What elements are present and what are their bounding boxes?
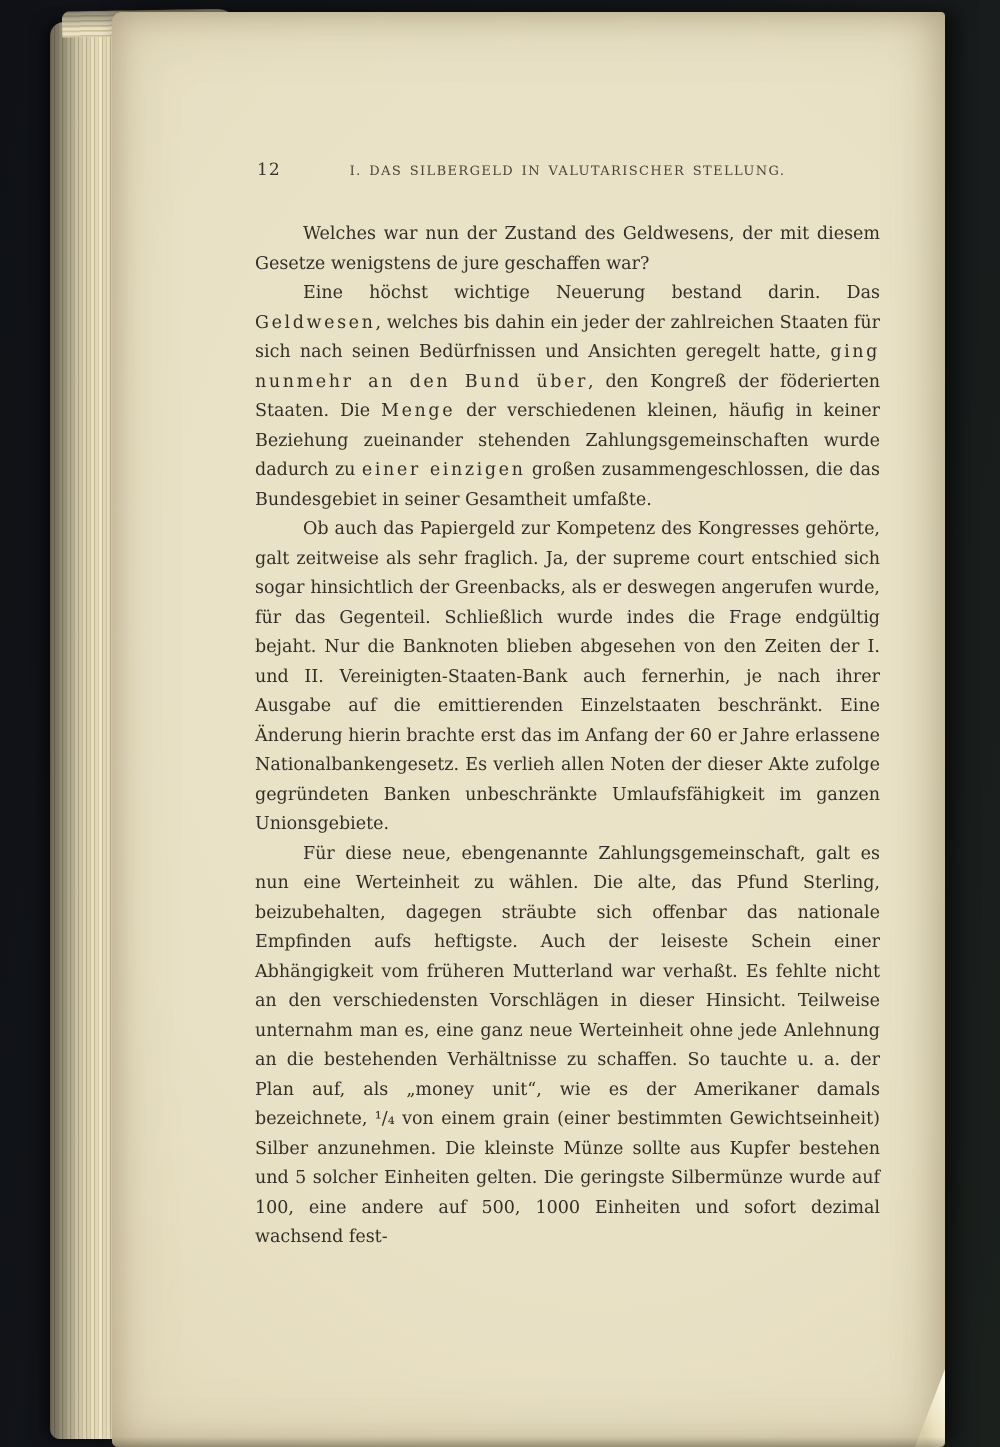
text-run: , welches bis dahin ein jeder der zahlreichen Staaten für sich nach seinen Bedürfnissen und Ansichten geregelt hatte,: [255, 312, 880, 362]
paragraph: [255, 515, 880, 840]
text-run: Ob auch das Papiergeld zur Kompetenz des Kongresses gehörte, galt zeitweise als sehr fraglich. Ja, der supreme court entschied sich sogar hinsichtlich der Greenbacks, als er deswegen angerufen wurde, für das Gegenteil. Schließlich wurde indes die Frage endgültig bejaht. Nur die Banknoten blieben abgesehen von den Zeiten der I. und II. Vereinigten-Staaten-Bank auch fernerhin, je nach ihrer Ausgabe auf die emittierenden Einzelstaaten beschränkt. Eine Änderung hierin brachte erst das im Anfang der 60 er Jahre erlassene Nationalbankengesetz. Es verlieh allen Noten der dieser Akte zufolge gegründeten Banken unbeschränkte Umlaufsfähigkeit im ganzen Unionsgebiete.: [255, 519, 880, 834]
text-run: Für diese neue, ebengenannte Zahlungsgemeinschaft, galt es nun eine Werteinheit zu wählen. Die alte, das Pfund Sterling, beizubehalten, dagegen sträubte sich offenbar das nationale Empfinden aufs heftigste. Auch der leiseste Schein einer Abhängigkeit vom früheren Mutterland war verhaßt. Es fehlte nicht an den verschiedensten Vorschlägen in dieser Hinsicht. Teilweise unternahm man es, eine ganz neue Werteinheit ohne jede Anlehnung an die bestehenden Verhältnisse zu schaffen. So tauchte u. a. der Plan auf, als „money unit“, wie es der Amerikaner damals bezeichnete, ¹/₄ von einem grain (einer bestimmten Gewichtseinheit) Silber anzunehmen. Die kleinste Münze sollte aus Kupfer bestehen und 5 solcher Einheiten gelten. Die geringste Silbermünze wurde auf 100, eine andere auf 500, 1000 Einheiten und sofort dezimal wachsend fest-: [255, 843, 880, 1247]
page-number: 12: [257, 160, 281, 180]
text-run: , den Kongreß der föderierten Staaten. Die: [255, 371, 880, 421]
page-header: [255, 160, 880, 184]
page-curl: [915, 1369, 945, 1447]
text-run: der verschiedenen kleinen, häufig in keiner Beziehung zueinander stehenden Zahlungsgemeinschaften wurde dadurch zu: [255, 401, 880, 480]
emphasized-text-run: Geldwesen: [255, 312, 376, 333]
emphasized-text-run: Menge: [381, 401, 456, 421]
text-run: Eine höchst wichtige Neuerung bestand darin. Das: [303, 283, 880, 303]
emphasized-text-run: ging nunmehr an den Bund über: [255, 342, 880, 392]
emphasized-text-run: einer einzigen: [361, 460, 526, 480]
paragraph: [255, 220, 880, 279]
running-header: I. DAS SILBERGELD IN VALUTARISCHER STELLUNG.: [349, 164, 786, 179]
page-bottom-shadow: [112, 1437, 945, 1447]
text-run: großen zusammengeschlossen, die das Bundesgebiet in seiner Gesamtheit umfaßte.: [255, 460, 880, 510]
paragraph: [255, 279, 880, 515]
page-stack-edges: [50, 22, 116, 1439]
paragraph: [255, 840, 880, 1253]
text-run: Welches war nun der Zustand des Geldwesens, der mit diesem Gesetze wenigstens de jure geschaffen war?: [255, 224, 880, 274]
book-page: [112, 12, 945, 1447]
text-block: [255, 220, 880, 1253]
